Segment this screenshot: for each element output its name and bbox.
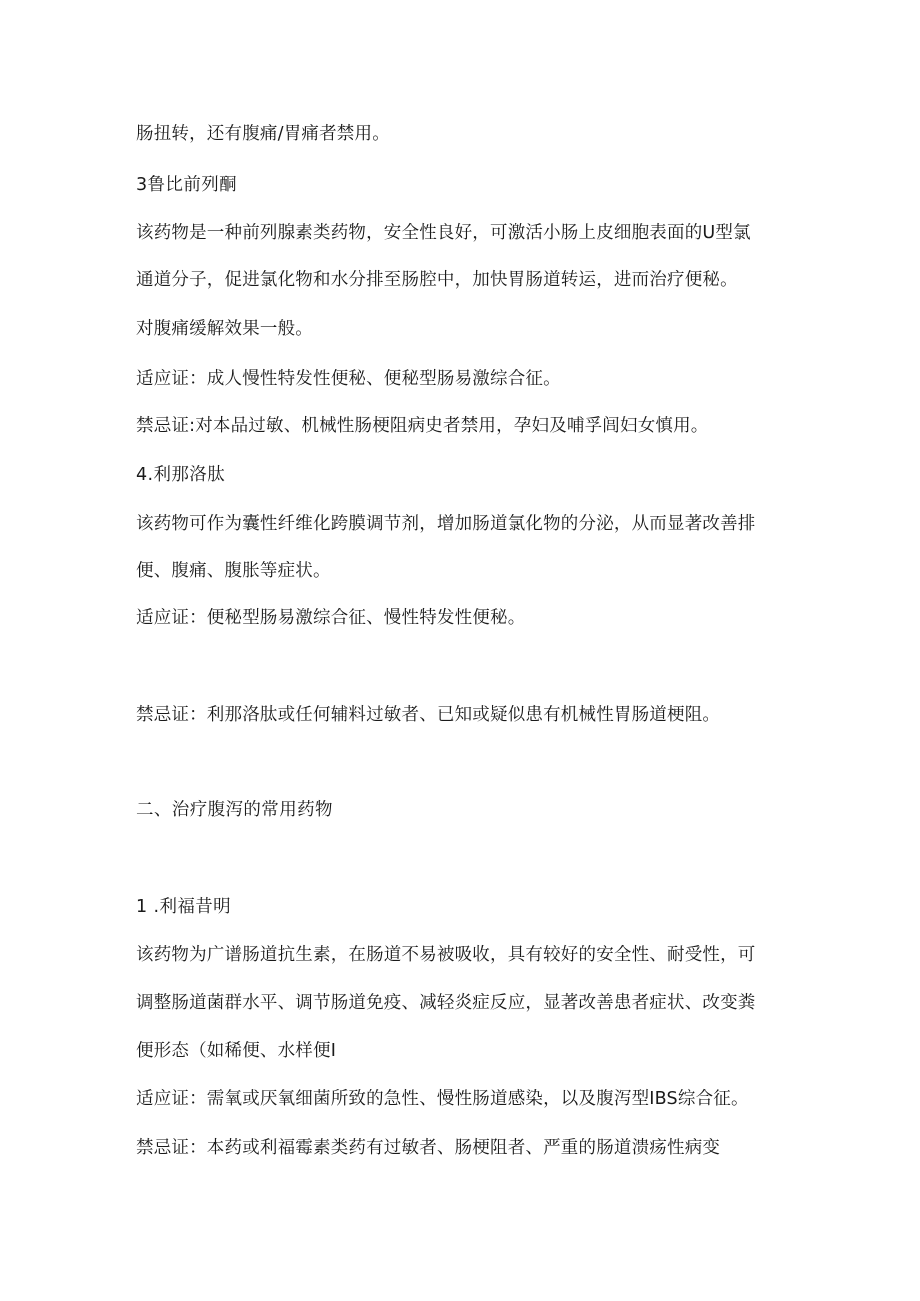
paragraph-line: 通道分子，促进氯化物和水分排至肠腔中，加快胃肠道转运，进而治疗便秘。 xyxy=(136,270,738,290)
paragraph-line: 对腹痛缓解效果一般。 xyxy=(136,319,313,339)
section-heading-rifaximin: 1 .利福昔明 xyxy=(136,897,232,917)
contraindications-line: 禁忌证：利那洛肽或任何辅料过敏者、已知或疑似患有机械性胃肠道梗阻。 xyxy=(136,705,721,725)
section-heading-lubiprostone: 3鲁比前列酮 xyxy=(136,175,238,195)
contraindications-line: 禁忌证：本药或利福霉素类药有过敏者、肠梗阻者、严重的肠道溃疡性病变 xyxy=(136,1138,721,1158)
indications-line: 适应证：成人慢性特发性便秘、便秘型肠易激综合征。 xyxy=(136,369,561,389)
indications-line: 适应证：需氧或厌氧细菌所致的急性、慢性肠道感染，以及腹泻型IBS综合征。 xyxy=(136,1089,749,1109)
chapter-heading-diarrhea-drugs: 二、治疗腹泻的常用药物 xyxy=(136,800,333,820)
paragraph-line: 该药物可作为囊性纤维化跨膜调节剂，增加肠道氯化物的分泌，从而显著改善排 xyxy=(136,514,756,534)
paragraph-line: 调整肠道菌群水平、调节肠道免疫、减轻炎症反应，显著改善患者症状、改变粪 xyxy=(136,993,756,1013)
contraindications-line: 禁忌证:对本品过敏、机械性肠梗阻病史者禁用，孕妇及哺孚闾妇女慎用。 xyxy=(136,416,709,436)
paragraph-line: 便、腹痛、腹胀等症状。 xyxy=(136,561,331,581)
paragraph-line: 便形态（如稀便、水样便I xyxy=(136,1041,337,1061)
section-heading-linaclotide: 4.利那洛肽 xyxy=(136,465,226,485)
paragraph-line: 肠扭转，还有腹痛/胃痛者禁用。 xyxy=(136,124,390,144)
paragraph-line: 该药物为广谱肠道抗生素，在肠道不易被吸收，具有较好的安全性、耐受性，可 xyxy=(136,945,756,965)
indications-line: 适应证：便秘型肠易激综合征、慢性特发性便秘。 xyxy=(136,608,526,628)
paragraph-line: 该药物是一种前列腺素类药物，安全性良好，可激活小肠上皮细胞表面的U型氯 xyxy=(136,223,751,243)
